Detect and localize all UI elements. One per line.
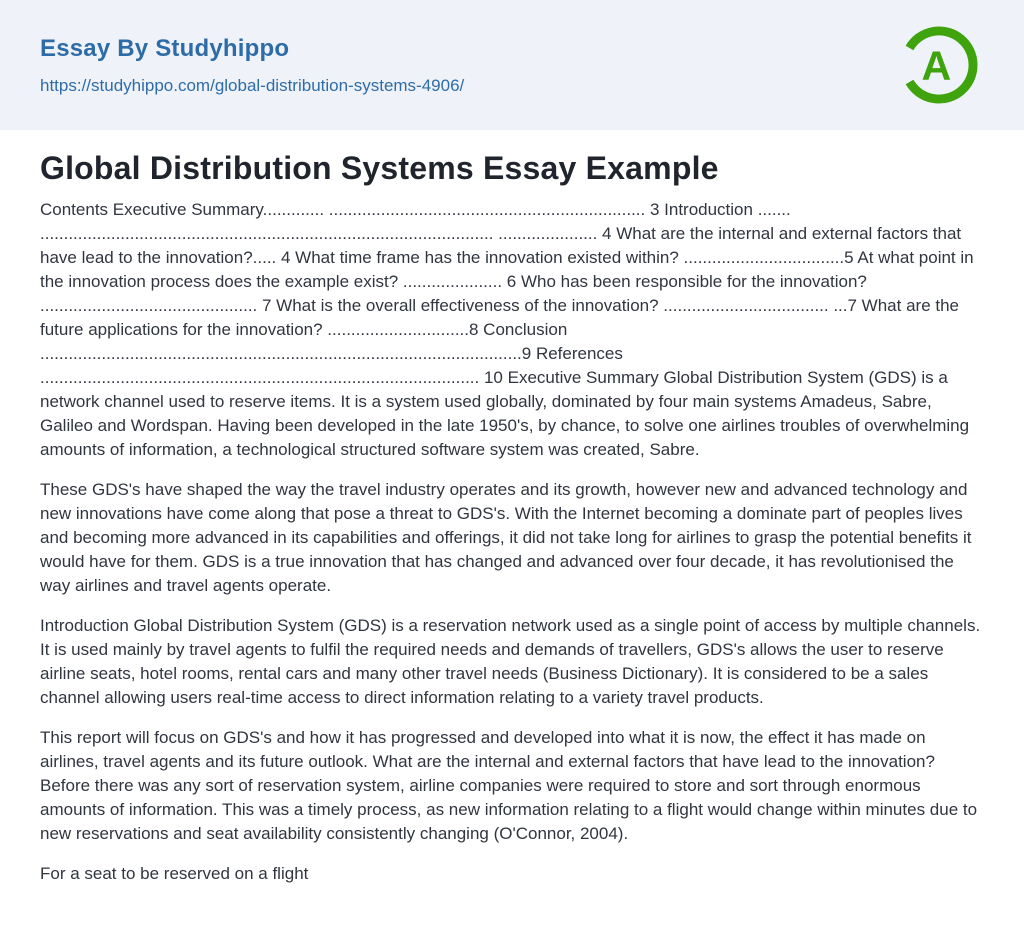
- header-text-block: [40, 35, 464, 96]
- source-url-link[interactable]: https://studyhippo.com/global-distribution-systems-4906/: [40, 75, 465, 95]
- paragraph-seat-reserved: For a seat to be reserved on a flight: [40, 864, 309, 883]
- paragraph-report-focus: This report will focus on GDS's and how it has progressed and developed into what it is now, the effect it has made on airlines, travel agents and its future outlook. What are the internal and external factors that have lead to the innovation? Before there was any sort of reservation system, airline companies were required to store and sort through enormous amounts of information. This was a timely process, as new information relating to a flight would change within minutes due to new reservations and seat availability consistently changing (O'Connor, 2004).: [40, 728, 978, 843]
- page-title: Global Distribution Systems Essay Example: [40, 150, 719, 186]
- paragraph-toc-executive-summary: Contents Executive Summary............. ................................................................... 3 Introduction ....... ................................................................................................ ..................... 4 What are the internal and external factors that have lead to the innovation?..... 4 What time frame has the innovation existed within? ..................................5 At what point in the innovation process does the example exist? ..................... 6 Who has been responsible for the innovation? .............................................. 7 What is the overall effectiveness of the innovation? ................................... ...7 What are the future applications for the innovation? ..............................8 Conclusion ......................................................................................................9 References ............................................................................................. 10 Executive Summary Global Distribution System (GDS) is a network channel used to reserve items. It is a system used globally, dominated by four main systems Amadeus, Sabre, Galileo and Wordspan. Having been developed in the late 1950's, by chance, to solve one airlines troubles of overwhelming amounts of information, a technological structured software system was created, Sabre.: [40, 200, 974, 459]
- site-title: Essay By Studyhippo: [40, 34, 290, 62]
- studyhippo-logo-icon: [896, 18, 982, 112]
- paragraph-gds-shaped-travel: These GDS's have shaped the way the travel industry operates and its growth, however new and advanced technology and new innovations have come along that pose a threat to GDS's. With the Internet becoming a dominate part of peoples lives and becoming more advanced in its capabilities and offerings, it did not take long for airlines to grasp the potential benefits it would have for them. GDS is a true innovation that has changed and advanced over four decade, it has revolutionised the way airlines and travel agents operate.: [40, 480, 972, 595]
- paragraph-introduction: Introduction Global Distribution System (GDS) is a reservation network used as a single point of access by multiple channels. It is used mainly by travel agents to fulfil the required needs and demands of travellers, GDS's allows the user to reserve airline seats, hotel rooms, rental cars and many other travel needs (Business Dictionary). It is considered to be a sales channel allowing users real-time access to direct information relating to a variety travel products.: [40, 616, 981, 707]
- logo-letter: A: [921, 42, 952, 89]
- page-header: [0, 0, 1024, 130]
- article: [0, 130, 1024, 886]
